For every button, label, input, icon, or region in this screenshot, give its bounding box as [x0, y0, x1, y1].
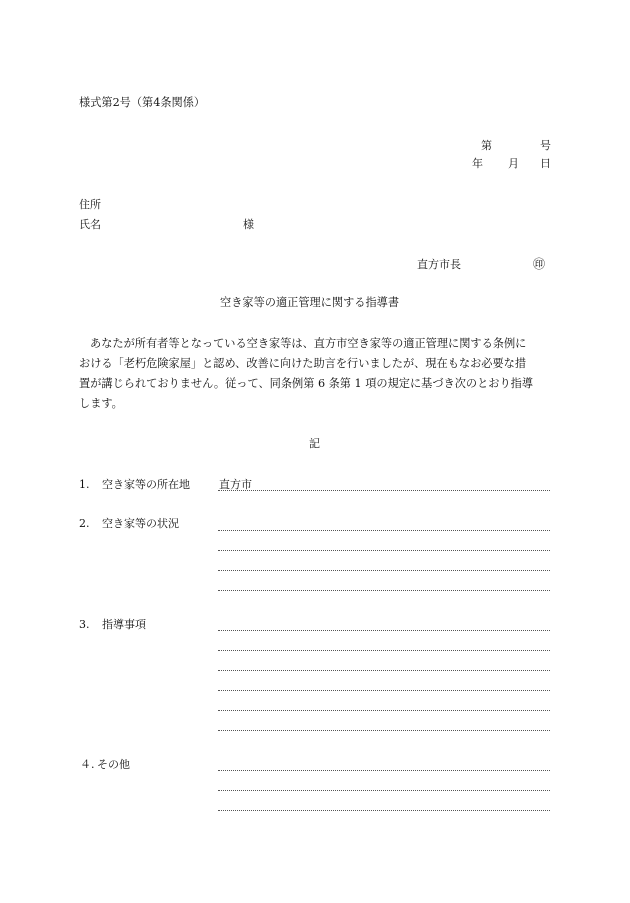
item2-dotted-line [218, 530, 550, 531]
item3-dotted-line [218, 730, 550, 731]
date-month-label: 月 [508, 157, 519, 170]
honorific-sama: 様 [243, 218, 254, 231]
name-label: 氏名 [79, 218, 101, 231]
item1-number: 1. [79, 478, 90, 491]
item3-dotted-line [218, 650, 550, 651]
ki-heading: 記 [309, 437, 320, 450]
item3-label: 指導事項 [102, 618, 146, 631]
sender-title: 直方市長 [417, 258, 461, 271]
body-line: します。 [79, 397, 123, 410]
item2-label: 空き家等の状況 [102, 517, 179, 530]
item4-label: その他 [97, 758, 130, 771]
item3-dotted-line [218, 690, 550, 691]
address-label: 住所 [79, 198, 101, 211]
form-number-label: 様式第2号（第4条関係） [79, 96, 206, 109]
item1-label: 空き家等の所在地 [102, 478, 190, 491]
body-line: あなたが所有者等となっている空き家等は、直方市空き家等の適正管理に関する条例に [90, 337, 527, 350]
date-day-label: 日 [540, 157, 551, 170]
item4-dotted-line [218, 810, 550, 811]
item1-dotted-line [218, 490, 550, 491]
item3-dotted-line [218, 670, 550, 671]
body-line: 置が講じられておりません。従って、同条例第 6 条第 1 項の規定に基づき次のとおり指導 [79, 377, 534, 390]
item4-number: ４. [80, 758, 95, 771]
item3-number: 3. [79, 618, 90, 631]
doc-number-suffix: 号 [540, 139, 551, 152]
item3-dotted-line [218, 630, 550, 631]
seal-mark: ㊞ [533, 257, 546, 271]
item2-dotted-line [218, 550, 550, 551]
item4-dotted-line [218, 790, 550, 791]
doc-number-prefix: 第 [481, 139, 492, 152]
item4-dotted-line [218, 770, 550, 771]
body-paragraph [79, 334, 553, 414]
item2-number: 2. [79, 517, 90, 530]
item3-dotted-line [218, 710, 550, 711]
item2-dotted-line [218, 590, 550, 591]
date-year-label: 年 [472, 157, 483, 170]
item1-value: 直方市 [219, 478, 252, 491]
document-title: 空き家等の適正管理に関する指導書 [220, 296, 400, 309]
item2-dotted-line [218, 570, 550, 571]
body-line: おける「老朽危険家屋」と認め、改善に向けた助言を行いましたが、現在もなお必要な措 [79, 357, 527, 370]
